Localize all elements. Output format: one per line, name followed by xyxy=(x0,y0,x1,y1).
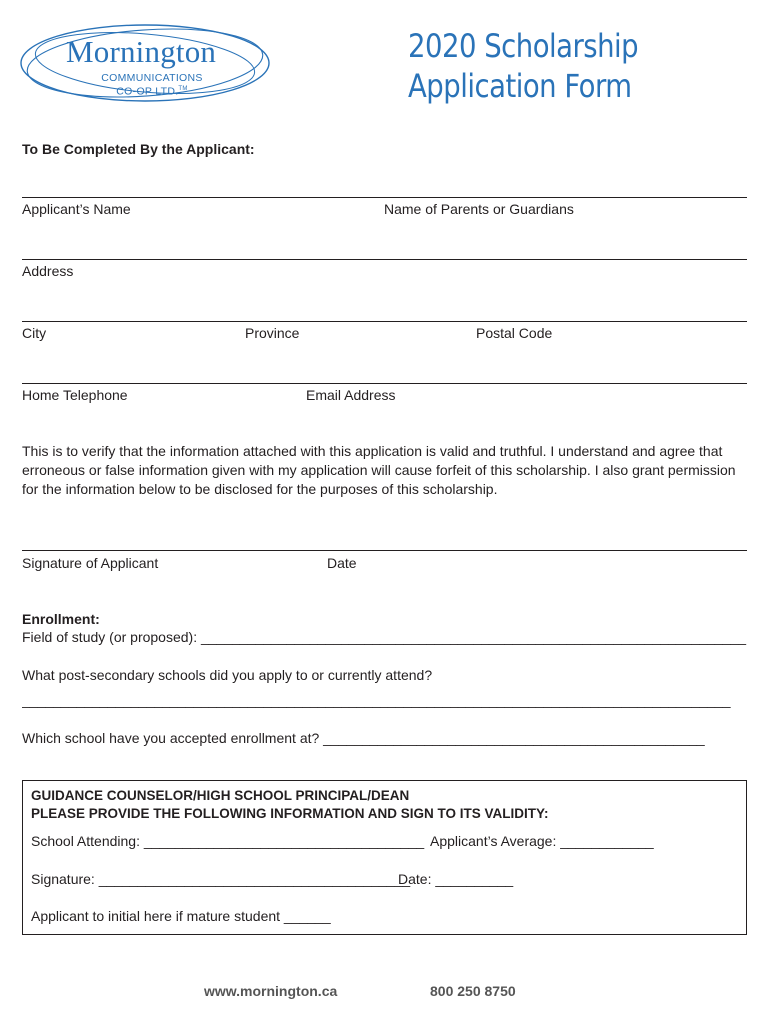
applicant-average-input[interactable]: Applicant’s Average: ____________ xyxy=(430,833,654,849)
logo-sub-line2-text: CO-OP LTD. xyxy=(116,85,179,98)
signature-label: Signature of Applicant xyxy=(22,555,159,571)
guidance-signature-input[interactable]: Signature: ________________________________________ xyxy=(31,871,411,887)
title-line2: Application Form xyxy=(408,67,632,105)
home-telephone-label: Home Telephone xyxy=(22,387,128,403)
website-link[interactable]: www.mornington.ca xyxy=(204,983,338,999)
email-label: Email Address xyxy=(306,387,396,403)
enrollment-heading: Enrollment: xyxy=(22,611,100,627)
guidance-date-input[interactable]: Date: __________ xyxy=(398,871,514,887)
province-label: Province xyxy=(245,325,300,341)
date-label: Date xyxy=(327,555,357,571)
logo-sub-line2 xyxy=(96,84,208,98)
logo-trademark: TM xyxy=(178,86,188,92)
logo-name: Mornington xyxy=(66,34,217,69)
title-line1: 2020 Scholarship xyxy=(408,27,639,65)
mature-initial-input[interactable]: Applicant to initial here if mature student ______ xyxy=(31,908,331,924)
declaration-text: This is to verify that the information attached with this application is valid and truthful. I understand and agree that erroneous or false information given with my application will cause forfeit of this scholarship. I also grant permission for the information below to be disclosed for the purposes of this scholarship. xyxy=(22,443,736,497)
guidance-heading1: GUIDANCE COUNSELOR/HIGH SCHOOL PRINCIPAL/DEAN xyxy=(31,788,410,803)
section-heading: To Be Completed By the Applicant: xyxy=(22,141,255,157)
school-attending-input[interactable]: School Attending: ____________________________________ xyxy=(31,833,425,849)
city-label: City xyxy=(22,325,47,341)
schools-input[interactable]: ___________________________________________________________________________________________ xyxy=(22,692,731,708)
phone-number: 800 250 8750 xyxy=(430,983,516,999)
parents-name-label: Name of Parents or Guardians xyxy=(384,201,574,217)
guidance-heading2: PLEASE PROVIDE THE FOLLOWING INFORMATION AND SIGN TO ITS VALIDITY: xyxy=(31,806,549,821)
contact-input-line[interactable] xyxy=(22,383,747,384)
accepted-school-input[interactable]: Which school have you accepted enrollment at? _________________________________________________ xyxy=(22,730,705,746)
city-input-line[interactable] xyxy=(22,321,747,322)
address-input-line[interactable] xyxy=(22,259,747,260)
signature-input-line[interactable] xyxy=(22,550,747,551)
logo-sub-line1: COMMUNICATIONS xyxy=(101,72,203,84)
mornington-logo xyxy=(18,22,280,106)
applicant-name-label: Applicant’s Name xyxy=(22,201,131,217)
schools-question: What post-secondary schools did you apply to or currently attend? xyxy=(22,667,433,683)
name-input-line[interactable] xyxy=(22,197,747,198)
address-label: Address xyxy=(22,263,74,279)
field-of-study-input[interactable]: Field of study (or proposed): ______________________________________________________________________ xyxy=(22,629,747,645)
logo-subtitle xyxy=(96,73,208,98)
postal-code-label: Postal Code xyxy=(476,325,553,341)
page-title xyxy=(408,26,638,106)
